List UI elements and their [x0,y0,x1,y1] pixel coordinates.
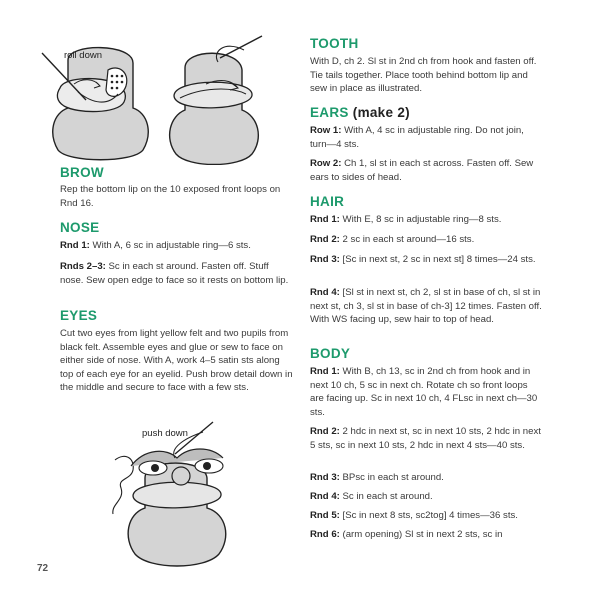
nose-rnds-2-3 [60,260,292,287]
row-label: Rnd 1: [310,214,340,225]
ears-title-main: EARS [310,105,349,120]
lip-stitch-illustration [160,30,270,165]
row-text: (arm opening) Sl st in next 2 sts, sc in [339,529,503,540]
row-text: With A, 4 sc in adjustable ring. Do not join, turn—4 sts. [310,125,524,150]
body-rnd-1 [310,365,542,419]
ears-title-suffix: (make 2) [348,105,410,120]
hair-rnd-3 [310,253,542,267]
row-label: Row 1: [310,125,342,136]
row-label: Rnd 4: [310,491,340,502]
brow-title: BROW [60,165,104,180]
row-text: 2 sc in each st around—16 sts. [339,234,475,245]
tooth-title: TOOTH [310,36,359,51]
row-text: With A, 6 sc in adjustable ring—6 sts. [89,240,251,251]
row-label: Rnd 6: [310,529,340,540]
eyes-title: EYES [60,308,98,323]
row-label: Rnd 2: [310,426,340,437]
page-number: 72 [37,563,49,574]
row-label: Rnd 1: [310,366,340,377]
tooth-text: With D, ch 2. Sl st in 2nd ch from hook and fasten off. Tie tails together. Place tooth behind bottom lip and sew in place as illustrated. [310,56,537,94]
eyes-text: Cut two eyes from light yellow felt and two pupils from black felt. Assemble eyes and glue or sew to face on either side of nose. With A, work 4–5 satin sts along top of each eye for an eyelid. Push brow detail down in the middle and secure to face with a few sts. [60,328,293,393]
nose-title: NOSE [60,220,100,235]
roll-down-label: roll down [64,50,103,61]
row-label: Rnd 5: [310,510,340,521]
row-label: Row 2: [310,158,342,169]
brow-text: Rep the bottom lip on the 10 exposed front loops on Rnd 16. [60,184,281,209]
row-text: Sc in each st around. [339,491,433,502]
row-text: 2 hdc in next st, sc in next 10 sts, 2 hdc in next 5 sts, sc in next 10 sts, 2 hdc in next 4 sts—40 sts. [310,426,541,451]
body-title: BODY [310,346,351,361]
row-text: With B, ch 13, sc in 2nd ch from hook and in next 10 ch, 5 sc in next ch. Rotate ch so front loops are facing up. Sc in next 10 ch, 4 FLsc in next ch—30 sts. [310,366,538,418]
row-text: [Sc in next 8 sts, sc2tog] 4 times—36 sts. [339,510,518,521]
row-text: [Sl st in next st, ch 2, sl st in base of ch, sl st in next st, ch 3, sl st in base of ch-3] 12 times. Fasten off. With WS facing up, sew hair to top of head. [310,287,542,325]
row-label: Rnd 1: [60,240,90,251]
ears-row-1 [310,124,542,151]
row-label: Rnd 2: [310,234,340,245]
body-rnd-4 [310,490,542,504]
nose-rnd-1 [60,239,292,253]
row-text: With E, 8 sc in adjustable ring—8 sts. [339,214,502,225]
row-text: [Sc in next st, 2 sc in next st] 8 times—24 sts. [339,254,536,265]
row-text: Ch 1, sl st in each st across. Fasten off. Sew ears to sides of head. [310,158,534,183]
push-down-label: push down [142,428,188,439]
hair-rnd-4 [310,286,542,327]
ears-row-2 [310,157,542,184]
body-rnd-5 [310,509,542,523]
hair-rnd-1 [310,213,542,227]
body-rnd-6 [310,528,542,542]
hair-rnd-2 [310,233,542,247]
hair-title: HAIR [310,194,345,209]
row-text: Sc in each st around. Fasten off. Stuff nose. Sew open edge to face so it rests on bottom lip. [60,261,289,286]
row-label: Rnd 3: [310,254,340,265]
body-rnd-3 [310,471,542,485]
row-text: BPsc in each st around. [339,472,444,483]
row-label: Rnd 3: [310,472,340,483]
push-down-eyes-illustration [105,418,255,568]
body-rnd-2 [310,425,542,452]
row-label: Rnds 2–3: [60,261,106,272]
row-label: Rnd 4: [310,287,340,298]
ears-title [310,105,410,120]
